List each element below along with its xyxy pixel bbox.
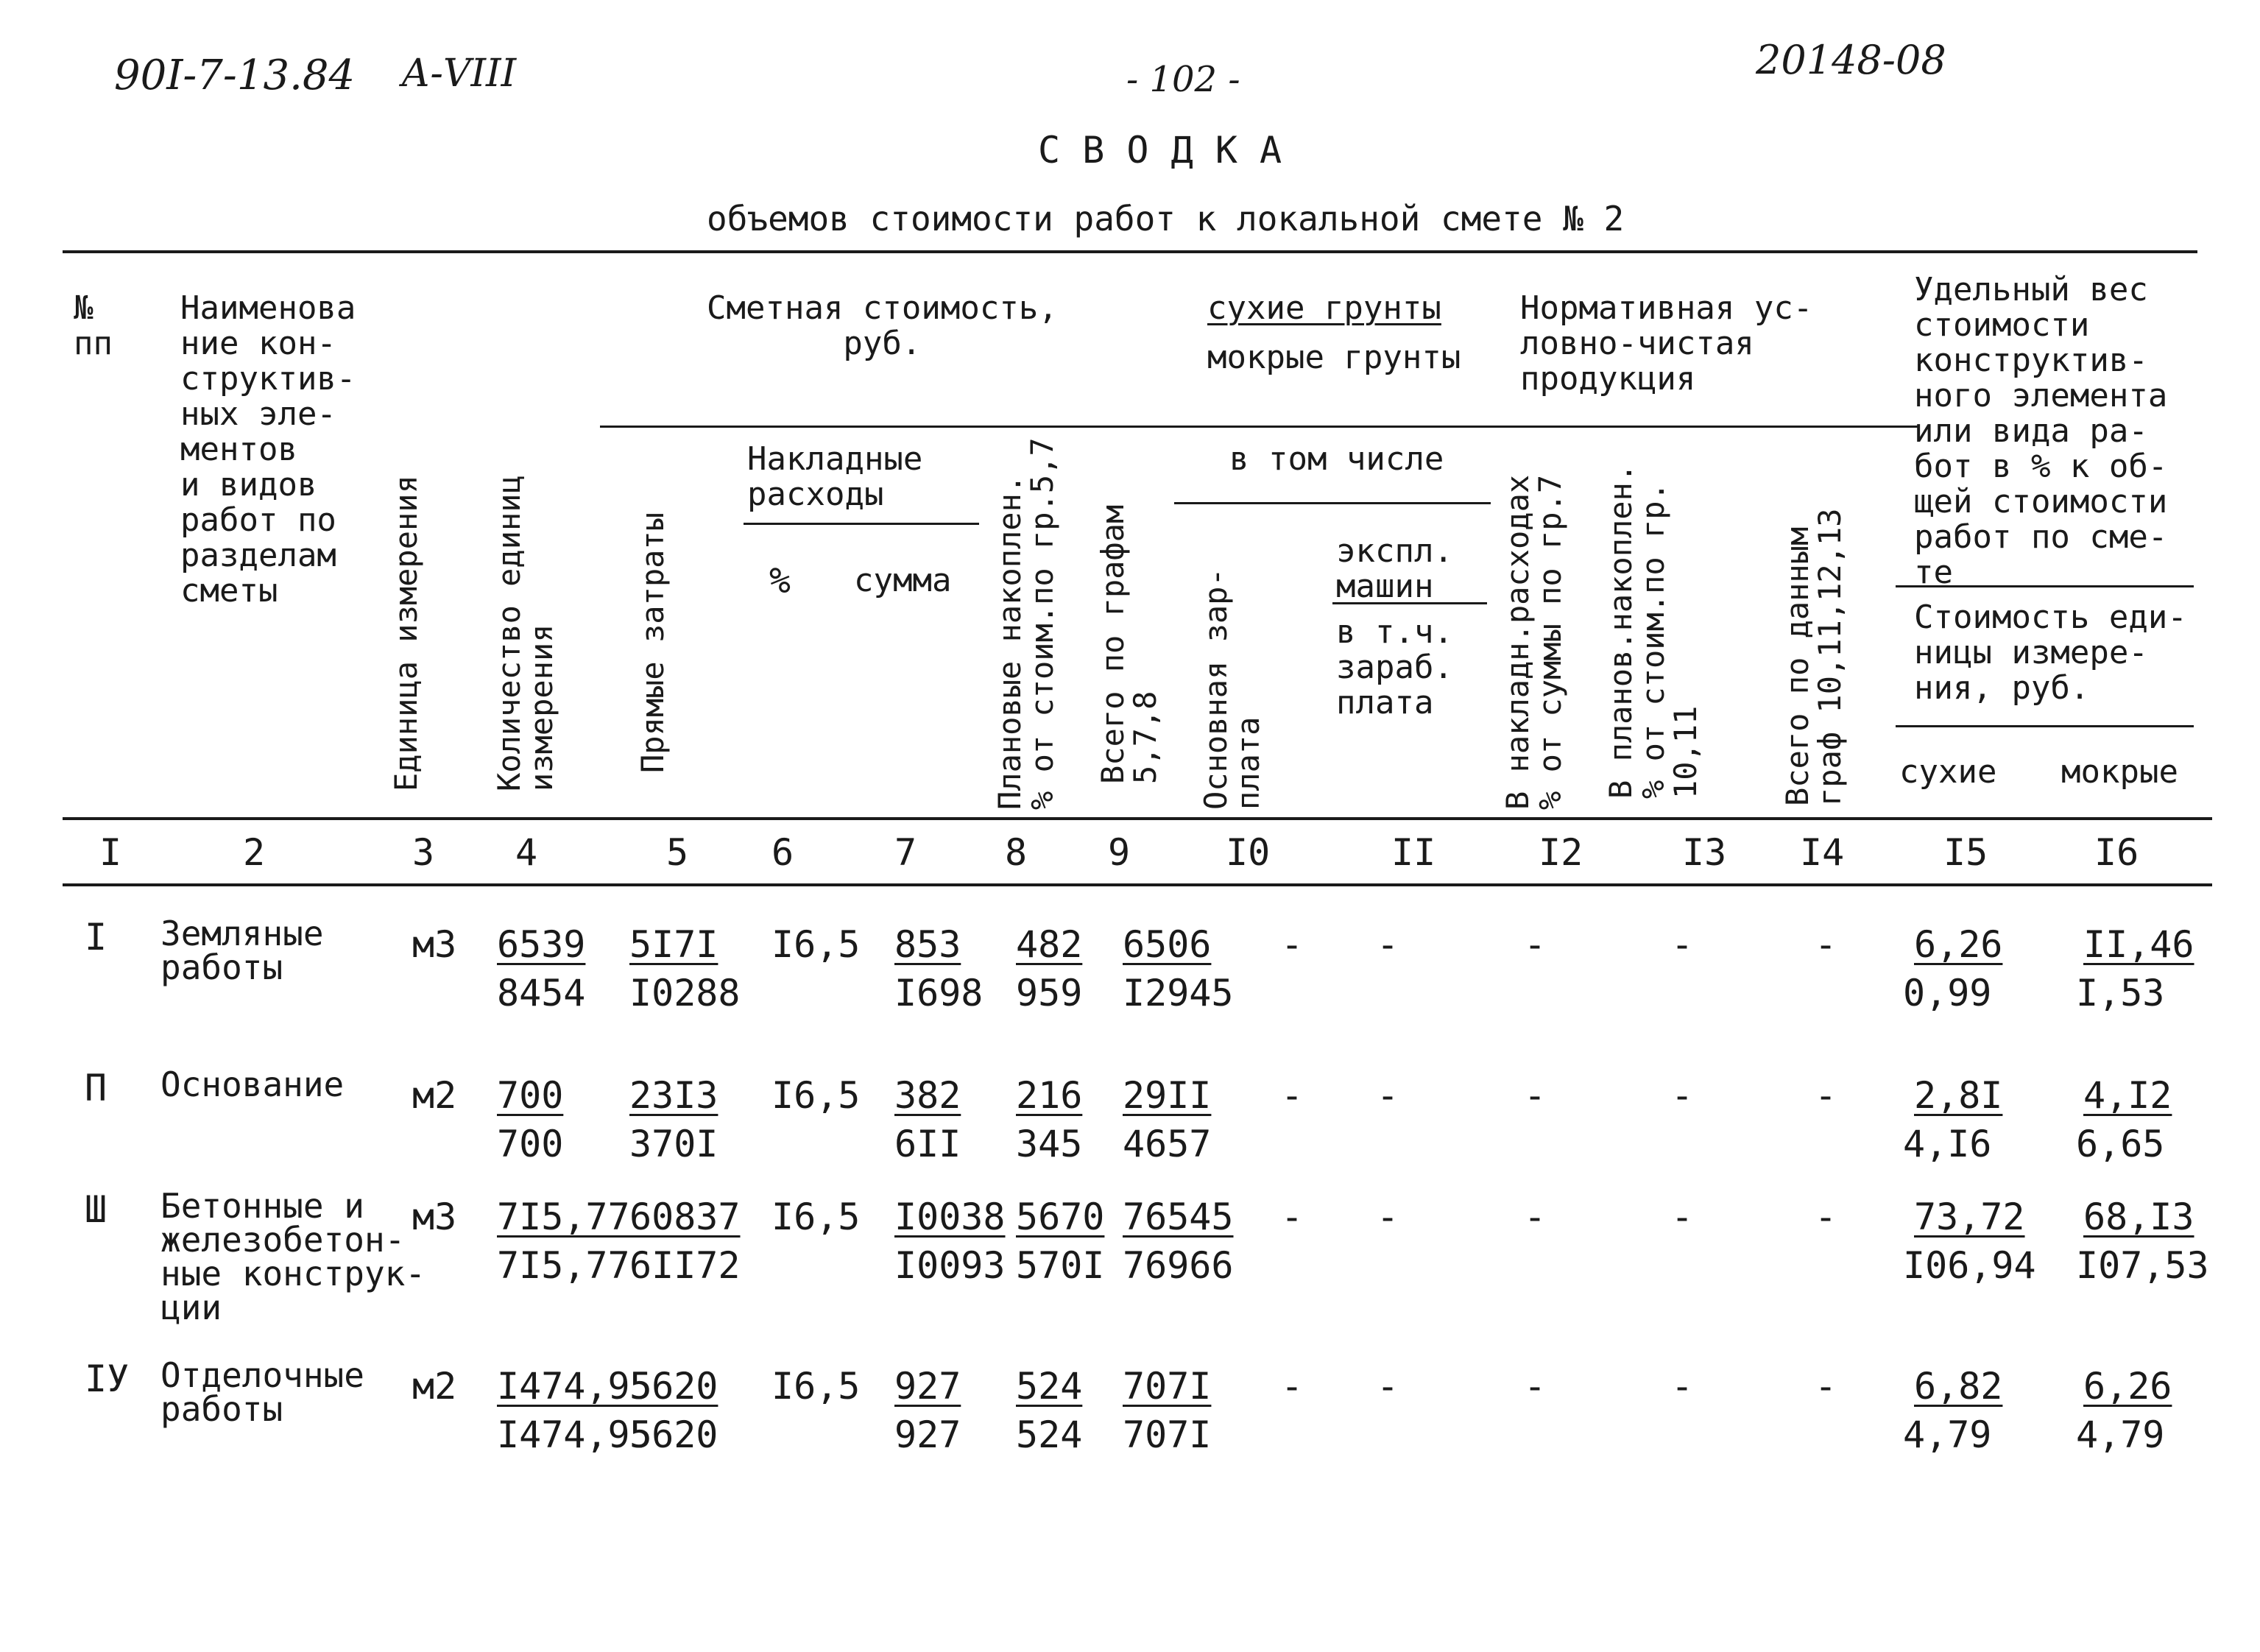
share-dry-denominator: 0,99	[1903, 972, 1992, 1014]
page-title: С В О Д К А	[1038, 129, 1282, 172]
share-wet-numerator: II,46	[2083, 923, 2194, 966]
share-wet-denominator: I,53	[2076, 972, 2165, 1014]
row-unit: м2	[412, 1365, 457, 1408]
header-bottom-rule	[63, 817, 2212, 820]
header-sum: сумма	[854, 562, 952, 599]
header-planned: Плановые накоплен. % от стоим.по гр.5,7	[992, 437, 1060, 810]
column-number: 5	[666, 831, 689, 874]
planned-denominator: 524	[1016, 1413, 1083, 1456]
planned-numerator: 5670	[1016, 1196, 1105, 1238]
page-number: - 102 -	[1126, 59, 1240, 100]
stamp-number: 20148-08	[1756, 37, 1946, 83]
planned-numerator: 216	[1016, 1074, 1083, 1117]
header-dry: сухие грунты	[1207, 289, 1441, 327]
table-top-rule	[63, 250, 2197, 253]
planned-denominator: 345	[1016, 1123, 1083, 1165]
share-dry-denominator: I06,94	[1903, 1244, 2036, 1287]
overhead-pct: I6,5	[771, 1196, 861, 1238]
total-denominator: 707I	[1123, 1413, 1212, 1456]
header-total: Всего по графам 5,7,8	[1095, 504, 1163, 784]
direct-numerator: 23I3	[629, 1074, 718, 1117]
col12-dash: -	[1524, 1196, 1547, 1238]
overhead-sum-numerator: 382	[894, 1074, 961, 1117]
column-number: II	[1391, 831, 1436, 874]
row-name: Основание	[160, 1065, 345, 1104]
column-number: 4	[515, 831, 538, 874]
row-number: Ш	[85, 1188, 107, 1231]
column-number: 3	[412, 831, 435, 874]
overhead-sum-denominator: I0093	[894, 1244, 1006, 1287]
qty-denominator: 8454	[497, 972, 586, 1014]
share-dry-numerator: 6,82	[1914, 1365, 2003, 1408]
header-normative: Нормативная ус- ловно-чистая продукция	[1520, 289, 1813, 398]
col10-dash: -	[1281, 1365, 1304, 1408]
planned-numerator: 482	[1016, 923, 1083, 966]
header-unit: Единица измерения	[388, 475, 424, 791]
col13-dash: -	[1671, 1196, 1694, 1238]
planned-denominator: 959	[1016, 972, 1083, 1014]
overhead-pct: I6,5	[771, 923, 861, 966]
column-number: 7	[894, 831, 917, 874]
share-dry-numerator: 2,8I	[1914, 1074, 2003, 1117]
doc-code: 90I-7-13.84	[114, 52, 356, 99]
header-unit-cost: Стоимость еди- ницы измере- ния, руб.	[1914, 599, 2187, 707]
colnum-bottom-rule	[63, 883, 2212, 886]
total-numerator: 29II	[1123, 1074, 1212, 1117]
header-overhead: Накладные расходы	[747, 440, 923, 513]
header-share: Удельный вес стоимости конструктив- ного элемента или вида ра- бот в % к об- щей стоимости работ по сме- те	[1914, 271, 2168, 591]
direct-denominator: 6II72	[629, 1244, 741, 1287]
col10-dash: -	[1281, 1196, 1304, 1238]
total-numerator: 76545	[1123, 1196, 1234, 1238]
overhead-pct: I6,5	[771, 1365, 861, 1408]
overhead-sum-denominator: I698	[894, 972, 984, 1014]
qty-numerator: I474,95	[497, 1365, 652, 1408]
row-unit: м3	[412, 923, 457, 966]
cost-group-rule	[600, 426, 1918, 428]
share-dry-numerator: 73,72	[1914, 1196, 2025, 1238]
row-name: Бетонные и железобетон- ные конструк- ции	[160, 1186, 426, 1327]
header-machines-wage: в т.ч. зараб. плата	[1336, 613, 1453, 721]
col11-dash: -	[1377, 923, 1399, 966]
header-overhead-pct: В накладн.расходах % от суммы по гр.7	[1500, 474, 1568, 810]
column-number: I0	[1226, 831, 1271, 874]
share-wet-numerator: 4,I2	[2083, 1074, 2172, 1117]
incl-rule	[1174, 502, 1491, 504]
col11-dash: -	[1377, 1074, 1399, 1117]
total-denominator: I2945	[1123, 972, 1234, 1014]
direct-numerator: 60837	[629, 1196, 741, 1238]
header-total-data: Всего по данным граф 10,11,12,13	[1779, 508, 1848, 806]
row-number: П	[85, 1067, 107, 1109]
total-denominator: 4657	[1123, 1123, 1212, 1165]
header-wet: мокрые грунты	[1207, 339, 1461, 376]
qty-numerator: 7I5,77	[497, 1196, 630, 1238]
direct-numerator: 5620	[629, 1365, 718, 1408]
col11-dash: -	[1377, 1196, 1399, 1238]
row-number: I	[85, 916, 107, 959]
column-number: 6	[771, 831, 794, 874]
share-wet-denominator: 4,79	[2076, 1413, 2165, 1456]
header-dry-short: сухие	[1899, 753, 1997, 791]
row-unit: м2	[412, 1074, 457, 1117]
column-number: 2	[243, 831, 266, 874]
overhead-sum-numerator: I0038	[894, 1196, 1006, 1238]
header-incl: в том числе	[1229, 440, 1444, 478]
col12-dash: -	[1524, 1074, 1547, 1117]
column-number: I	[99, 831, 122, 874]
qty-numerator: 6539	[497, 923, 586, 966]
direct-denominator: I0288	[629, 972, 741, 1014]
header-cost-group: Сметная стоимость, руб.	[707, 289, 1058, 362]
col11-dash: -	[1377, 1365, 1399, 1408]
planned-numerator: 524	[1016, 1365, 1083, 1408]
col13-dash: -	[1671, 1365, 1694, 1408]
direct-denominator: 5620	[629, 1413, 718, 1456]
col12-dash: -	[1524, 1365, 1547, 1408]
col13-dash: -	[1671, 923, 1694, 966]
header-machines: экспл. машин	[1336, 532, 1453, 605]
header-name: Наименова ние кон- структив- ных эле- ментов и видов работ по разделам сметы	[180, 289, 356, 610]
album-label: А-VIII	[401, 52, 517, 96]
share-wet-numerator: 6,26	[2083, 1365, 2172, 1408]
qty-numerator: 700	[497, 1074, 564, 1117]
col12-dash: -	[1524, 923, 1547, 966]
header-qty: Количество единиц измерения	[491, 475, 559, 791]
header-pct: %	[769, 560, 791, 601]
col14-dash: -	[1815, 1365, 1837, 1408]
qty-denominator: I474,95	[497, 1413, 652, 1456]
share-wet-denominator: I07,53	[2076, 1244, 2209, 1287]
planned-denominator: 570I	[1016, 1244, 1105, 1287]
overhead-rule	[744, 523, 979, 525]
total-numerator: 6506	[1123, 923, 1212, 966]
share-dry-denominator: 4,79	[1903, 1413, 1992, 1456]
col13-dash: -	[1671, 1074, 1694, 1117]
row-unit: м3	[412, 1196, 457, 1238]
qty-denominator: 700	[497, 1123, 564, 1165]
total-numerator: 707I	[1123, 1365, 1212, 1408]
overhead-sum-denominator: 6II	[894, 1123, 961, 1165]
column-number: 9	[1108, 831, 1131, 874]
header-wet-short: мокрые	[2061, 753, 2178, 791]
header-num: № пп	[74, 289, 113, 362]
row-name: Отделочные работы	[160, 1355, 364, 1429]
qty-denominator: 7I5,77	[497, 1244, 630, 1287]
row-name: Земляные работы	[160, 914, 324, 987]
overhead-sum-denominator: 927	[894, 1413, 961, 1456]
unit-cost-rule	[1896, 725, 2194, 727]
column-number: I2	[1539, 831, 1583, 874]
col10-dash: -	[1281, 923, 1304, 966]
col14-dash: -	[1815, 923, 1837, 966]
row-number: IУ	[85, 1358, 130, 1400]
column-number: I3	[1682, 831, 1727, 874]
share-dry-numerator: 6,26	[1914, 923, 2003, 966]
column-number: I6	[2094, 831, 2139, 874]
column-number: I4	[1800, 831, 1845, 874]
col14-dash: -	[1815, 1196, 1837, 1238]
share-wet-denominator: 6,65	[2076, 1123, 2165, 1165]
share-dry-denominator: 4,I6	[1903, 1123, 1992, 1165]
overhead-sum-numerator: 853	[894, 923, 961, 966]
header-plan-pct: В планов.накоплен. % от стоим.по гр. 10,11	[1603, 463, 1703, 799]
col10-dash: -	[1281, 1074, 1304, 1117]
header-wage: Основная зар- плата	[1198, 568, 1266, 810]
overhead-pct: I6,5	[771, 1074, 861, 1117]
share-wet-numerator: 68,I3	[2083, 1196, 2194, 1238]
page-subtitle: объемов стоимости работ к локальной смете № 2	[707, 199, 1625, 239]
overhead-sum-numerator: 927	[894, 1365, 961, 1408]
column-number: 8	[1005, 831, 1028, 874]
col14-dash: -	[1815, 1074, 1837, 1117]
header-direct: Прямые затраты	[635, 512, 671, 773]
direct-numerator: 5I7I	[629, 923, 718, 966]
column-number: I5	[1943, 831, 1988, 874]
direct-denominator: 370I	[629, 1123, 718, 1165]
total-denominator: 76966	[1123, 1244, 1234, 1287]
